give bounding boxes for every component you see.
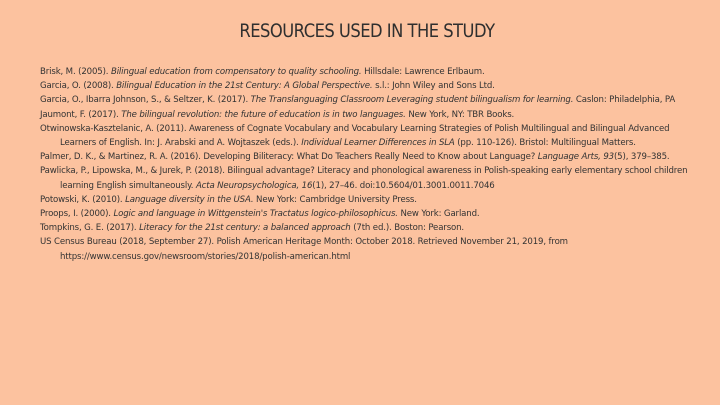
reference-item: Proops, I. (2000). Logic and language in Wittgenstein's Tractatus logico-philosophicus. New York: Garland. [40, 209, 480, 220]
reference-item: Tompkins, G. E. (2017). Literacy for the 21st century: a balanced approach (7th ed.). Boston: Pearson. [40, 223, 465, 234]
reference-item: Garcia, O., Ibarra Johnson, S., & Seltzer, K. (2017). The Translanguaging Classroom Leveraging student bilingualism for learning. Caslon: Philadelphia, PA [40, 95, 676, 106]
reference-item: US Census Bureau (2018, September 27). Polish American Heritage Month: October 2018. Retrieved November 21, 2019, from https://www.census.gov/newsroom/stories/2018/polish-american.html [40, 237, 568, 262]
reference-list [40, 65, 700, 264]
slide-title: RESOURCES USED IN THE STUDY [239, 20, 495, 42]
reference-item: Otwinowska-Kasztelanic, A. (2011). Awareness of Cognate Vocabulary and Vocabulary Learning Strategies of Polish Multilingual and Bilingual Advanced Learners of English. In: J. Arabski and A. Wojtaszek (eds.). Individual Learner Differences in SLA (pp. 110-126). Bristol: Multilingual Matters. [40, 123, 670, 149]
reference-item: Brisk, M. (2005). Bilingual education from compensatory to quality schooling. Hillsdale: Lawrence Erlbaum. [40, 67, 485, 77]
reference-item: Potowski, K. (2010). Language diversity in the USA. New York: Cambridge University Press. [40, 194, 417, 205]
reference-item: Jaumont, F. (2017). The bilingual revolution: the future of education is in two languages. New York, NY: TBR Books. [40, 109, 515, 120]
reference-item: Garcia, O. (2008). Bilingual Education in the 21st Century: A Global Perspective. s.l.: John Wiley and Sons Ltd. [40, 81, 495, 92]
reference-item: Pawlicka, P., Lipowska, M., & Jurek, P. (2018). Bilingual advantage? Literacy and phonological awareness in Polish-speaking early elementary school children learning English simultaneously. Acta Neuropsychologica, 16(1), 27–46. doi:10.5604/01.3001.0011.7046 [40, 166, 688, 191]
reference-item: Palmer, D. K., & Martinez, R. A. (2016). Developing Biliteracy: What Do Teachers Really Need to Know about Language? Language Arts, 93(5), 379–385. [40, 152, 670, 163]
